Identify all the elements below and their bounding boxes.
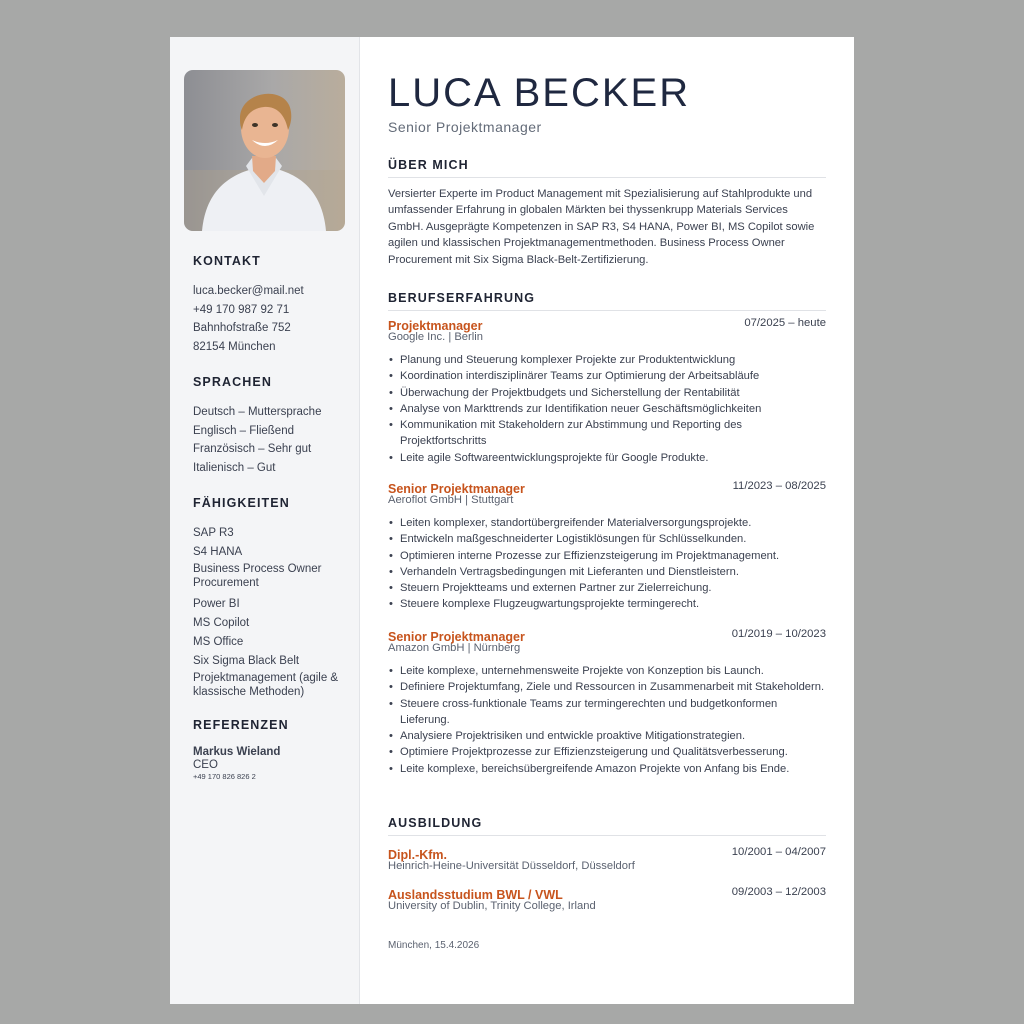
education-degree: Auslandsstudium BWL / VWL <box>388 888 563 902</box>
job-bullet: • Leite komplexe, bereichsübergreifende Amazon Projekte von Anfang bis Ende. <box>388 761 826 777</box>
job-role: Projektmanager <box>388 319 483 333</box>
language-item: Deutsch – Muttersprache <box>193 406 322 418</box>
job-role: Senior Projektmanager <box>388 630 525 644</box>
contact-heading: KONTAKT <box>193 254 261 268</box>
job-bullet: • Steuere cross-funktionale Teams zur termingerechten und budgetkonformen Lieferung. <box>388 696 826 729</box>
language-item: Englisch – Fließend <box>193 424 294 437</box>
education-school: Heinrich-Heine-Universität Düsseldorf, Düsseldorf <box>388 860 635 872</box>
job-bullets <box>388 663 826 777</box>
job-bullet: • Optimiere Projektprozesse zur Effizienzsteigerung und Qualitätsverbesserung. <box>388 744 826 760</box>
skill-item: MS Copilot <box>193 617 250 630</box>
portrait-illustration <box>184 70 345 231</box>
language-item: Italienisch – Gut <box>193 462 276 475</box>
job-dates: 07/2025 – heute <box>744 317 826 329</box>
job-bullet: • Steuere komplexe Flugzeugwartungsprojekte termingerecht. <box>388 596 826 612</box>
education-school: University of Dublin, Trinity College, Irland <box>388 900 596 912</box>
skill-item: MS Office <box>193 635 244 648</box>
job-bullet: • Kommunikation mit Stakeholdern zur Abstimmung und Reporting des Projektfortschritts <box>388 417 826 450</box>
skills-section <box>193 496 343 704</box>
job-role: Senior Projektmanager <box>388 482 525 496</box>
education-dates: 09/2003 – 12/2003 <box>731 886 826 898</box>
job-bullet: • Überwachung der Projektbudgets und Sicherstellung der Rentabilität <box>388 385 826 401</box>
job-bullet: • Analyse von Markttrends zur Identifikation neuer Geschäftsmöglichkeiten <box>388 401 826 417</box>
job-bullet: • Planung und Steuerung komplexer Projekte zur Produktentwicklung <box>388 352 826 368</box>
experience-heading: BERUFSERFAHRUNG <box>388 291 826 311</box>
skill-item: Business Process Owner Procurement <box>193 563 322 589</box>
job-bullet: • Optimieren interne Prozesse zur Effizienzsteigerung im Projektmanagement. <box>388 548 826 564</box>
job-bullet: • Steuern Projektteams und externen Partner zur Zielerreichung. <box>388 580 826 596</box>
job-dates: 11/2023 – 08/2025 <box>732 480 826 492</box>
education-entry <box>388 846 826 873</box>
skill-item: Projektmanagement (agile & klassische Methoden) <box>193 672 339 698</box>
job-bullet: • Leite komplexe, unternehmensweite Projekte von Konzeption bis Launch. <box>388 663 826 679</box>
skill-item: Power BI <box>193 598 240 611</box>
education-entry <box>388 886 826 913</box>
languages-heading: SPRACHEN <box>193 375 272 389</box>
contact-section <box>193 254 343 357</box>
person-title: Senior Projektmanager <box>388 119 542 135</box>
job-bullets <box>388 515 826 613</box>
job-bullet: • Leiten komplexer, standortübergreifender Materialversorgungsprojekte. <box>388 515 826 531</box>
references-heading: REFERENZEN <box>193 718 289 732</box>
skill-item: SAP R3 <box>193 527 234 539</box>
contact-email[interactable]: luca.becker@mail.net <box>193 285 304 297</box>
skills-heading: FÄHIGKEITEN <box>193 496 290 510</box>
reference-name: Markus Wieland <box>193 746 281 758</box>
job-bullet: • Entwickeln maßgeschneiderter Logistiklösungen für Schlüsselkunden. <box>388 531 826 547</box>
place-and-date: München, 15.4.2026 <box>388 940 480 951</box>
sidebar <box>170 37 360 1004</box>
job-bullet: • Analysiere Projektrisiken und entwickle proaktive Mitigationstrategien. <box>388 728 826 744</box>
person-name: LUCA BECKER <box>388 71 691 115</box>
contact-street: Bahnhofstraße 752 <box>193 322 291 335</box>
about-text: Versierter Experte im Product Management mit Spezialisierung auf Stahlprodukte und umfassender Erfahrung in globalen Märkten bei thyssenkrupp Materials Services GmbH. Ausgeprägte Kompetenzen in SAP R3, S4 HANA, Power BI, MS Copilot sowie agilen und klassischen Projektmanagementmethoden. Business Process Owner Procurement mit Six Sigma Black-Belt-Zertifizierung. <box>388 188 815 266</box>
job-bullet: • Koordination interdisziplinärer Teams zur Optimierung der Arbeitsabläufe <box>388 368 826 384</box>
skill-item: S4 HANA <box>193 545 243 558</box>
job-dates: 01/2019 – 10/2023 <box>731 628 826 640</box>
skill-item: Six Sigma Black Belt <box>193 654 300 667</box>
job-entry <box>388 480 826 613</box>
job-bullets <box>388 352 826 466</box>
education-heading: AUSBILDUNG <box>388 816 826 836</box>
resume-page <box>170 37 854 1004</box>
about-heading: ÜBER MICH <box>388 158 826 178</box>
job-entry <box>388 317 826 466</box>
education-degree: Dipl.-Kfm. <box>388 848 448 862</box>
profile-photo <box>184 70 345 231</box>
job-organization: Google Inc. | Berlin <box>388 331 483 343</box>
job-bullet: • Leite agile Softwareentwicklungsprojekte für Google Produkte. <box>388 450 826 466</box>
job-bullet: • Verhandeln Vertragsbedingungen mit Lieferanten und Dienstleistern. <box>388 564 826 580</box>
job-organization: Aeroflot GmbH | Stuttgart <box>388 494 514 506</box>
languages-section <box>193 375 343 478</box>
references-section <box>193 718 343 782</box>
language-item: Französisch – Sehr gut <box>193 443 312 456</box>
contact-city: 82154 München <box>193 341 276 354</box>
job-entry <box>388 628 826 777</box>
reference-phone[interactable]: +49 170 826 826 2 <box>193 772 256 781</box>
job-bullet: • Definiere Projektumfang, Ziele und Ressourcen in Zusammenarbeit mit Stakeholdern. <box>388 679 826 695</box>
reference-role: CEO <box>193 759 218 771</box>
contact-phone[interactable]: +49 170 987 92 71 <box>193 303 290 316</box>
job-organization: Amazon GmbH | Nürnberg <box>388 642 521 654</box>
education-dates: 10/2001 – 04/2007 <box>731 846 826 858</box>
